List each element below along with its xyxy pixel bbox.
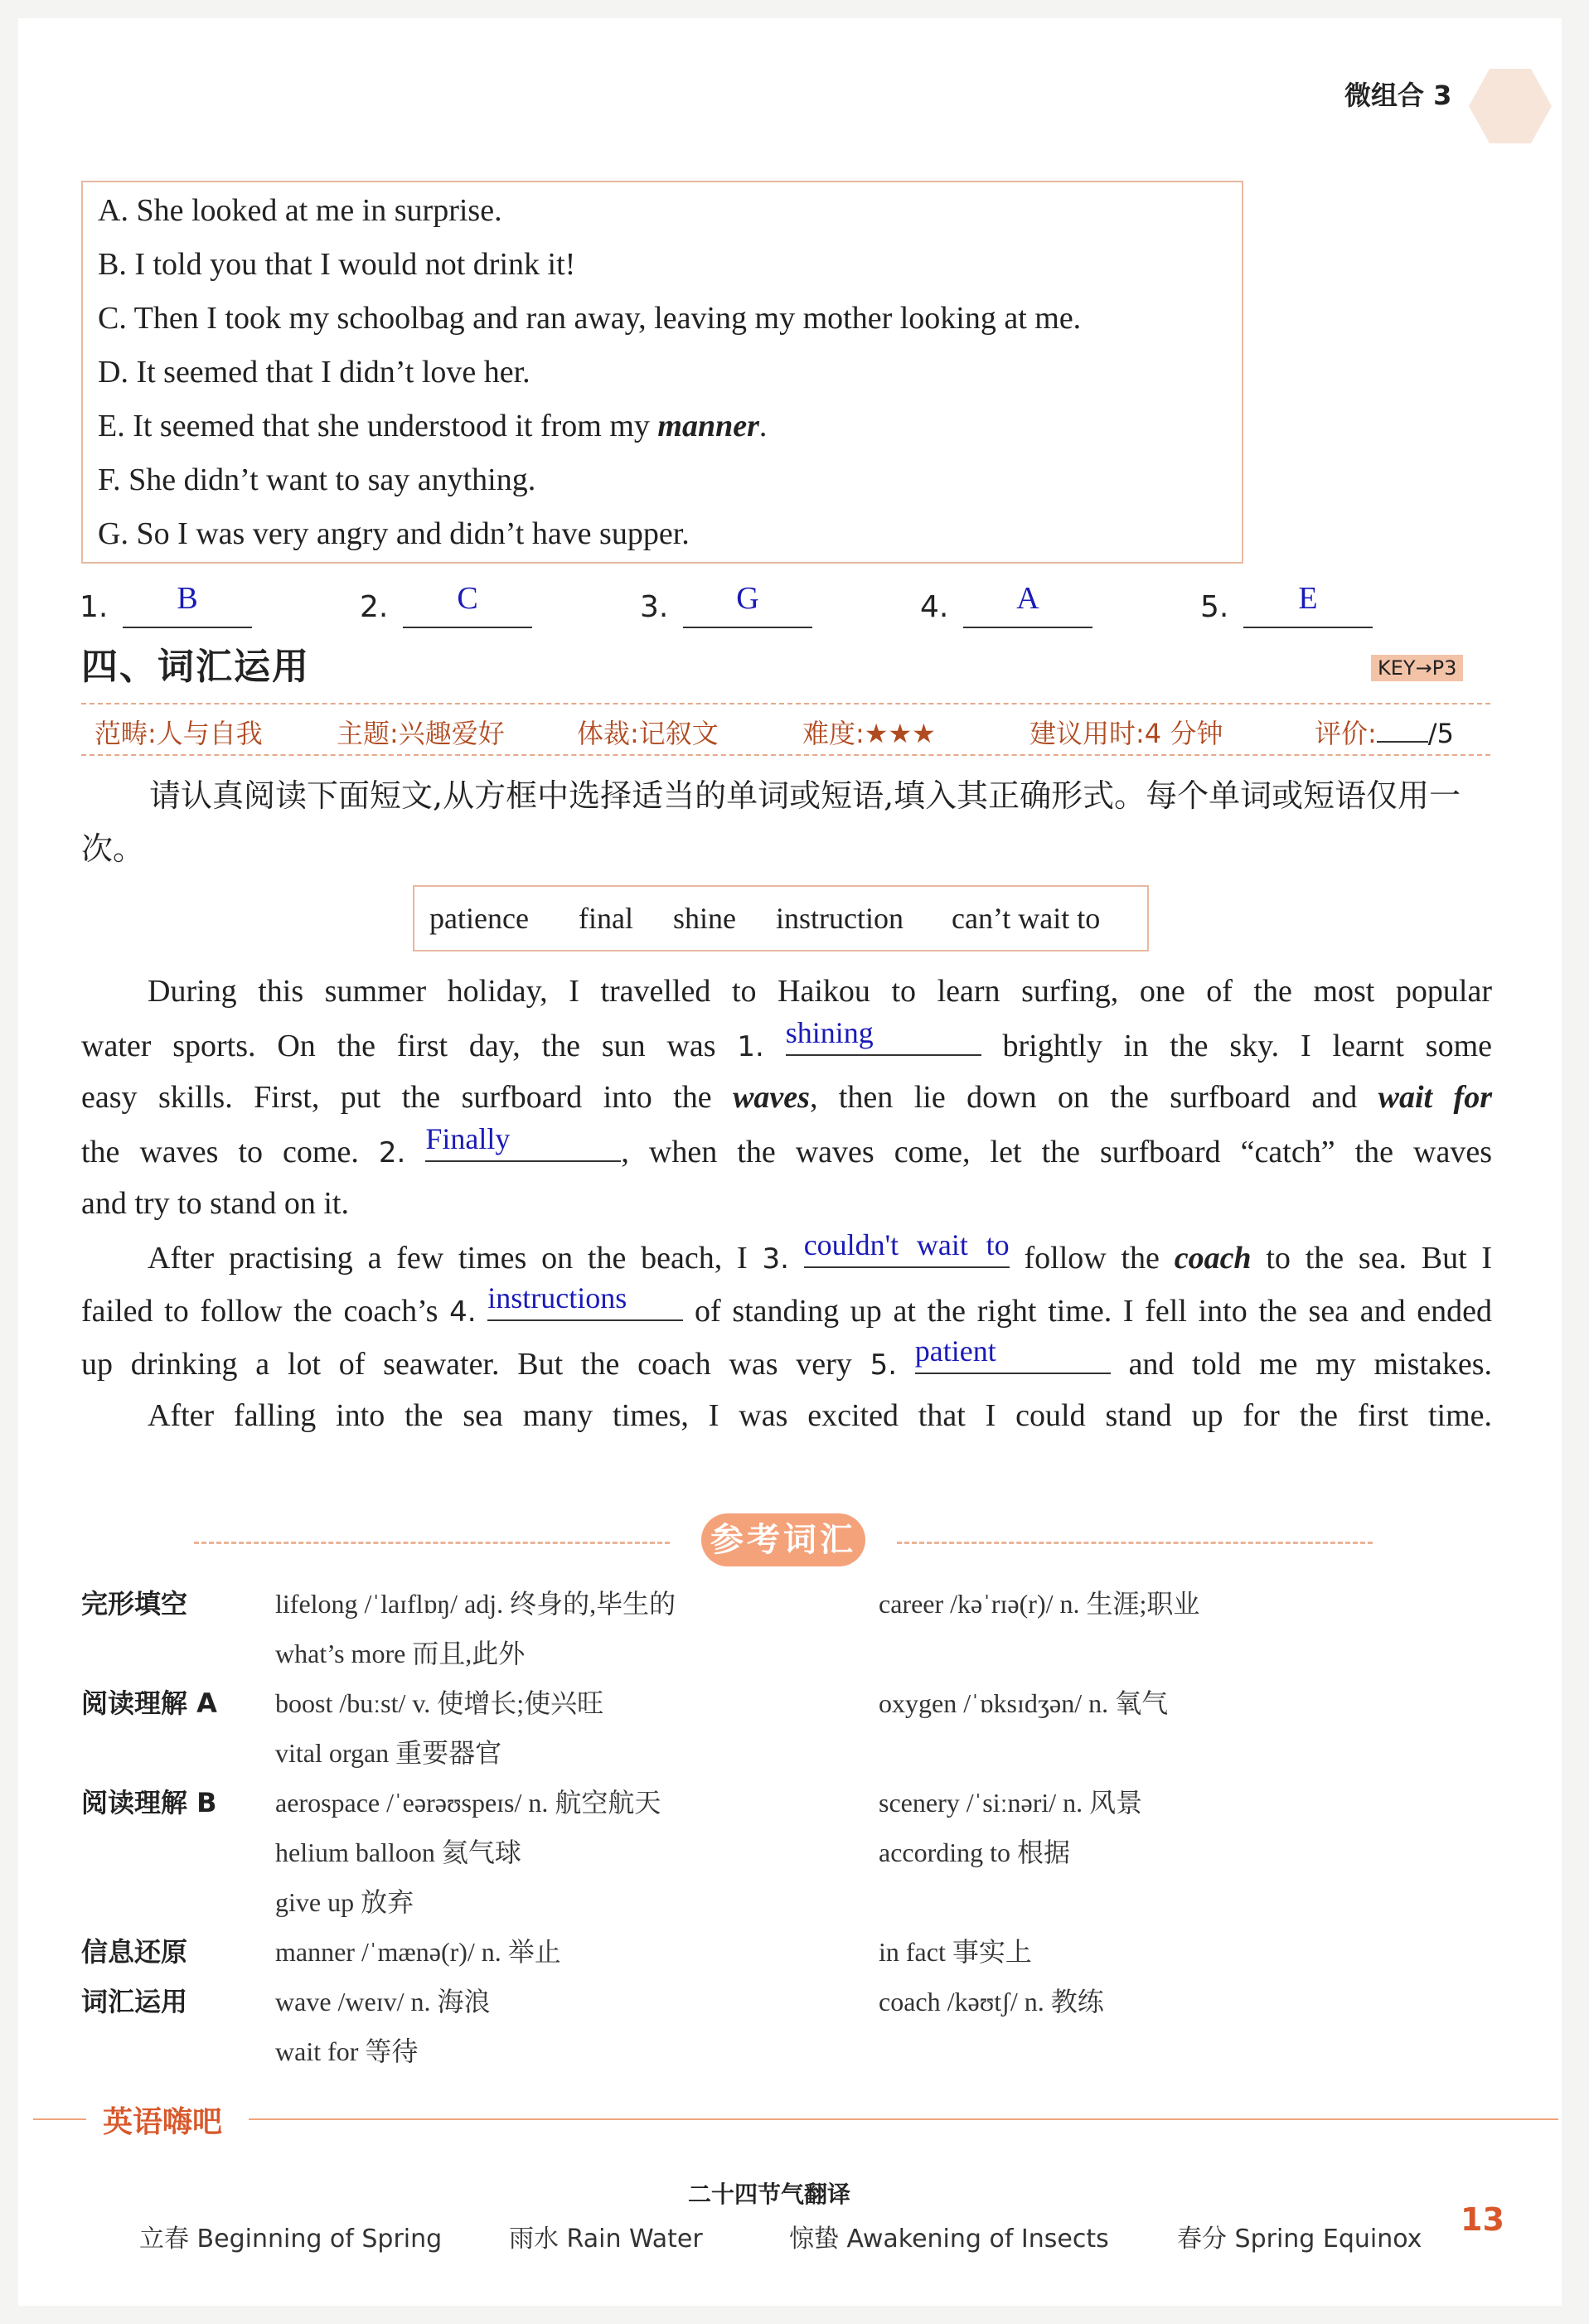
answer-value: G	[736, 581, 759, 616]
passage-p3: After falling into the sea many times, I was excited that I could stand up for the first time.	[148, 1398, 1492, 1433]
vocab-entry: give up 放弃	[275, 1887, 414, 1917]
keyword-coach: coach	[1174, 1241, 1252, 1276]
vocab-entry: coach /kəʊtʃ/ n. 教练	[879, 1987, 1104, 2017]
vocab-entry: oxygen /ˈɒksɪdʒən/ n. 氧气	[879, 1688, 1169, 1718]
vocab-category: 词汇运用	[81, 1986, 188, 2017]
rating-label: 评价:	[1315, 718, 1377, 749]
vocab-entry: scenery /ˈsiːnəri/ n. 风景	[879, 1788, 1143, 1818]
instruction-text: 请认真阅读下面短文,从方框中选择适当的单词或短语,填入其正确形式。每个单词或短语仅用一次。	[81, 777, 1461, 867]
passage-p1-line4	[81, 1124, 1492, 1177]
blank-number: 5.	[870, 1348, 898, 1382]
blank-1	[786, 1018, 981, 1056]
blank-answer: patient	[914, 1334, 996, 1368]
vocab-entry: career /kəˈrɪə(r)/ n. 生涯;职业	[879, 1589, 1200, 1619]
text: the waves to come.	[81, 1135, 359, 1169]
text: After practising a few times on the beach, I	[148, 1241, 748, 1276]
blank-answer: couldn't wait to	[803, 1228, 1010, 1261]
answer-line	[963, 627, 1092, 628]
rating-blank	[1377, 716, 1428, 743]
option-f: F. She didn’t want to say anything.	[98, 462, 536, 497]
answer-number: 5.	[1200, 590, 1229, 624]
solar-terms-title: 二十四节气翻译	[688, 2181, 851, 2208]
vocab-entry: boost /buːst/ v. 使增长;使兴旺	[275, 1688, 604, 1718]
keyword-waves: waves	[733, 1080, 810, 1115]
text: up drinking a lot of seawater. But the coach was very	[81, 1347, 852, 1382]
vocab-entry: vital organ 重要器官	[275, 1738, 502, 1768]
rating-suffix: /5	[1427, 718, 1454, 749]
info-rating	[1315, 713, 1454, 751]
word-cant-wait-to: can’t wait to	[952, 902, 1101, 935]
option-c: C. Then I took my schoolbag and ran away, leaving my mother looking at me.	[98, 301, 1082, 336]
passage-p1-line1: During this summer holiday, I travelled to Haikou to learn surfing, one of the most popular	[148, 974, 1492, 1009]
option-b: B. I told you that I would not drink it!	[98, 247, 576, 282]
answer-value: C	[457, 581, 478, 616]
answer-line	[123, 627, 252, 628]
answer-number: 3.	[640, 590, 669, 624]
word-instruction: instruction	[776, 902, 904, 935]
blank-number: 2.	[378, 1136, 406, 1169]
passage-p1-line3	[81, 1071, 1492, 1124]
section-title: 四、词汇运用	[81, 646, 310, 688]
keyword-wait-for: wait for	[1378, 1080, 1492, 1115]
blank-number: 4.	[449, 1295, 477, 1329]
blank-2	[425, 1124, 621, 1162]
text: to the sea. But I	[1266, 1241, 1493, 1276]
option-d: D. It seemed that I didn’t love her.	[98, 355, 530, 390]
info-bar	[81, 703, 1490, 756]
blank-number: 1.	[737, 1030, 764, 1063]
vocab-entry: in fact 事实上	[879, 1937, 1032, 1967]
vocab-entry: aerospace /ˈeərəʊspeɪs/ n. 航空航天	[275, 1788, 661, 1818]
answer-number: 1.	[80, 590, 109, 624]
solar-term: 春分 Spring Equinox	[1177, 2225, 1422, 2254]
text: failed to follow the coach’s	[81, 1294, 438, 1329]
word-final: final	[579, 902, 633, 935]
vocab-category: 阅读理解 A	[81, 1687, 217, 1719]
vocab-entry: wave /weɪv/ n. 海浪	[275, 1987, 491, 2017]
answer-key-badge: KEY→P3	[1371, 655, 1463, 681]
answer-value: B	[177, 581, 198, 616]
vocab-entry: wait for 等待	[275, 2036, 419, 2066]
word-patience: patience	[429, 902, 529, 935]
page-number: 13	[1461, 2201, 1504, 2238]
text: of standing up at the right time. I fell into the sea and ended	[694, 1294, 1493, 1329]
answer-number: 2.	[360, 590, 389, 624]
vocab-category: 阅读理解 B	[81, 1787, 217, 1818]
answer-number: 4.	[920, 590, 949, 624]
passage-p2-line1	[148, 1230, 1492, 1283]
text: , then lie down on the surfboard and	[809, 1080, 1358, 1115]
vocab-entry: manner /ˈmænə(r)/ n. 举止	[275, 1937, 561, 1967]
answer-line	[683, 627, 812, 628]
word-box	[413, 885, 1149, 951]
divider-right	[897, 1542, 1373, 1544]
answer-line	[1243, 627, 1373, 628]
info-genre: 体裁:记叙文	[577, 718, 719, 749]
info-difficulty: 难度:★★★	[802, 718, 936, 749]
passage-p2-line3	[81, 1336, 1492, 1389]
solar-term: 雨水 Rain Water	[509, 2225, 703, 2254]
solar-term: 立春 Beginning of Spring	[139, 2225, 443, 2254]
word-shine: shine	[673, 902, 736, 935]
info-theme: 主题:兴趣爱好	[337, 718, 505, 749]
blank-answer: instructions	[487, 1281, 627, 1315]
fun-line-right	[249, 2118, 1558, 2120]
text: easy skills. First, put the surfboard into the	[81, 1080, 712, 1115]
blank-5	[915, 1336, 1111, 1374]
passage-p1-line5: and try to stand on it.	[81, 1186, 349, 1221]
blank-4	[487, 1283, 683, 1321]
text: brightly in the sky. I learnt some	[1002, 1029, 1492, 1063]
info-domain: 范畴:人与自我	[94, 718, 263, 749]
vocab-category: 完形填空	[81, 1588, 188, 1620]
option-e: E. It seemed that she understood it from my manner.	[98, 409, 768, 443]
answer-value: E	[1298, 581, 1318, 616]
text: follow the	[1024, 1241, 1160, 1276]
fun-line-left	[33, 2118, 86, 2120]
info-time: 建议用时:4 分钟	[1029, 718, 1223, 749]
solar-term: 惊蛰 Awakening of Insects	[789, 2225, 1109, 2254]
passage-p1-line2	[81, 1018, 1492, 1071]
section-header-title: 微组合 3	[1344, 80, 1452, 111]
passage-p2-line2	[81, 1283, 1492, 1336]
vocab-entry: what’s more 而且,此外	[275, 1639, 526, 1668]
divider-left	[194, 1542, 670, 1544]
option-a: A. She looked at me in surprise.	[98, 193, 502, 228]
vocab-entry: helium balloon 氦气球	[275, 1837, 521, 1867]
blank-number: 3.	[762, 1242, 789, 1276]
blank-answer: Finally	[425, 1122, 511, 1155]
options-box	[81, 181, 1243, 564]
answer-line	[403, 627, 532, 628]
vocab-category: 信息还原	[81, 1936, 188, 1968]
text: , when the waves come, let the surfboard “catch” the waves	[621, 1135, 1493, 1169]
answer-value: A	[1016, 581, 1039, 616]
text: water sports. On the first day, the sun was	[81, 1029, 716, 1063]
blank-3	[804, 1230, 1010, 1268]
fun-section-title: 英语嗨吧	[103, 2105, 223, 2139]
option-g: G. So I was very angry and didn’t have supper.	[98, 516, 690, 551]
vocab-entry: lifelong /ˈlaɪflɒŋ/ adj. 终身的,毕生的	[275, 1589, 676, 1619]
vocab-entry: according to 根据	[879, 1837, 1071, 1867]
blank-answer: shining	[785, 1016, 874, 1049]
vocab-title: 参考词汇	[701, 1513, 865, 1566]
text: and told me my mistakes.	[1128, 1347, 1493, 1382]
